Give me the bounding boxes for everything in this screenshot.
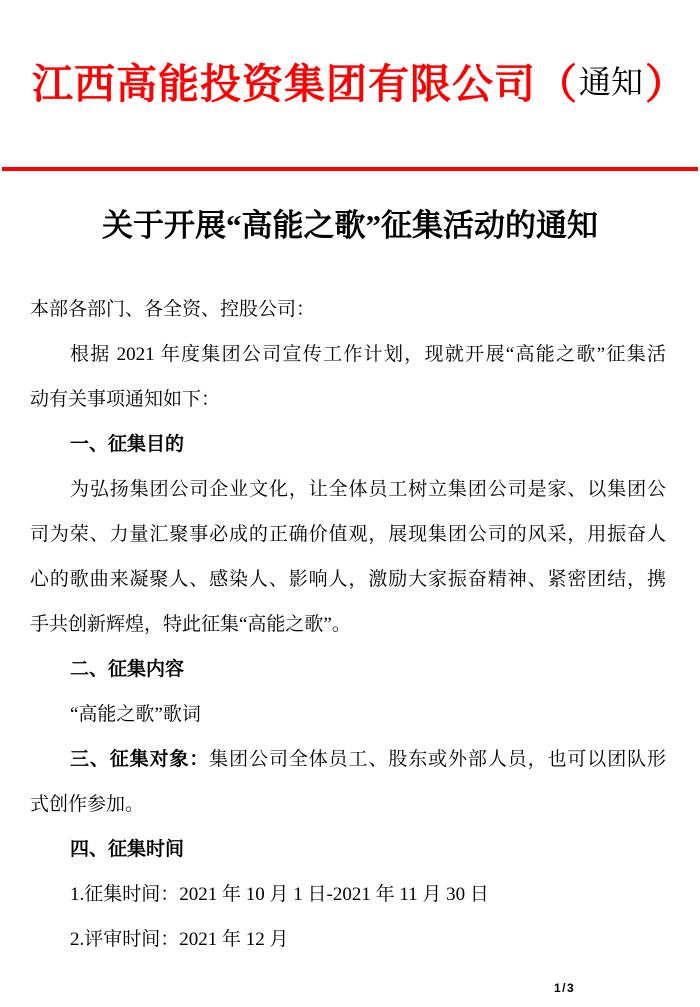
body-line-participants-text: 集团公司全体员工、股东或外部人员，也可以团队形 (209, 749, 666, 770)
body-line-content: “高能之歌”歌词 (70, 704, 201, 725)
red-divider-rule (2, 167, 698, 171)
body-line-salutation: 本部各部门、各全资、控股公司： (30, 299, 316, 320)
letterhead (32, 46, 686, 114)
body-line-purpose-3: 心的歌曲来凝聚人、感染人、影响人，激励大家振奋精神、紧密团结，携 (30, 569, 666, 590)
body-line-participants-2: 式创作参加。 (30, 794, 145, 815)
body-heading-purpose: 一、征集目的 (70, 434, 185, 455)
body-line-intro-1: 根据 2021 年度集团公司宣传工作计划，现就开展“高能之歌”征集活 (70, 344, 666, 365)
body-heading-content: 二、征集内容 (70, 659, 185, 680)
page-number: 1/3 (554, 981, 576, 995)
paren-close: ） (645, 60, 687, 107)
body-line-purpose-2: 司为荣、力量汇聚事必成的正确价值观，展现集团公司的风采，用振奋人 (30, 524, 666, 545)
body-text (30, 287, 666, 962)
body-line-collect-time: 1.征集时间：2021 年 10 月 1 日-2021 年 11 月 30 日 (70, 884, 489, 905)
notice-type-label: 通知 (579, 64, 644, 100)
body-heading-schedule: 四、征集时间 (70, 839, 185, 860)
company-name: 江西高能投资集团有限公司 (32, 60, 536, 107)
doc-title: 关于开展“高能之歌”征集活动的通知 (102, 208, 598, 243)
body-line-purpose-1: 为弘扬集团公司企业文化，让全体员工树立集团公司是家、以集团公 (70, 479, 666, 500)
body-line-purpose-4: 手共创新辉煌，特此征集“高能之歌”。 (30, 614, 351, 635)
body-line-intro-2: 动有关事项通知如下： (30, 389, 221, 410)
body-heading-participants: 三、征集对象： (70, 749, 210, 770)
paren-open: （ (536, 60, 577, 107)
body-line-review-time: 2.评审时间：2021 年 12 月 (70, 929, 289, 950)
body-line-participants-1 (30, 737, 666, 782)
